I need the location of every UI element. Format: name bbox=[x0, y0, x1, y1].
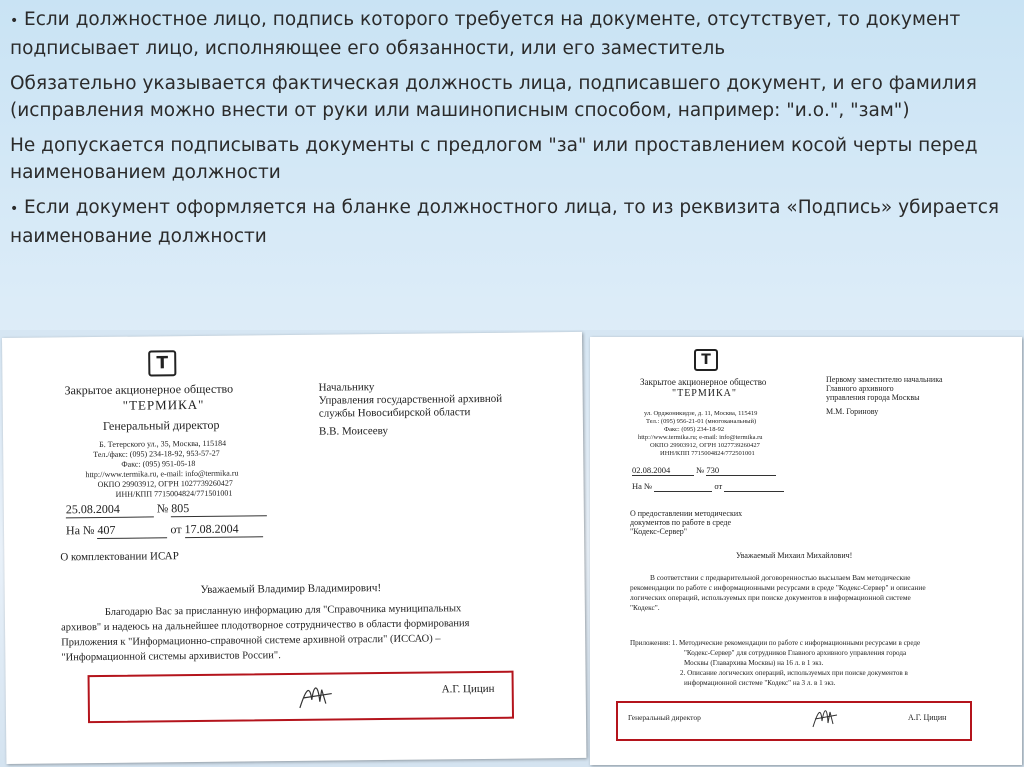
sender-position: Генеральный директор bbox=[102, 417, 220, 433]
org-brand: "ТЕРМИКА" bbox=[122, 396, 205, 413]
phone-line: Тел./факс: (095) 234-18-92, 953-57-27 bbox=[93, 448, 220, 460]
letter-greeting: Уважаемый Михаил Михайлович! bbox=[736, 551, 853, 560]
letter-body-line: Благодарю Вас за присланную информацию для "Справочника муниципальных bbox=[104, 603, 462, 618]
letter-body-line: Приложения к "Информационно-справочной системе архивной отрасли" (ИССАО) – bbox=[61, 633, 441, 649]
addressee-line: Первому заместителю начальника bbox=[826, 375, 943, 384]
bullet: • bbox=[10, 201, 19, 217]
signature-scribble bbox=[810, 703, 840, 731]
fax-line: Факс: (095) 951-05-18 bbox=[121, 458, 196, 469]
paragraph-2: Обязательно указывается фактическая должность лица, подписавшего документ, и его фамилия (исправления можно внести от руки или машинописным способом, например: "и.о.", "зам") bbox=[10, 73, 977, 121]
bullet: • bbox=[10, 13, 19, 29]
letter-body-line: логических операций, используемых при поиске документов в информационной системе bbox=[630, 593, 911, 602]
appendix-line: Москвы (Главархива Москвы) на 16 л. в 1 экз. bbox=[684, 659, 824, 667]
paragraph-1 bbox=[10, 6, 1010, 62]
num-label: № bbox=[156, 501, 169, 516]
letter-body-line: "Информационной системы архивистов России". bbox=[61, 650, 281, 664]
addressee-line: управления города Москвы bbox=[826, 393, 920, 402]
inn-line: ИНН/КПП 7715004824/772501001 bbox=[660, 450, 755, 457]
company-logo: T bbox=[694, 349, 718, 371]
letter-number: 730 bbox=[706, 465, 776, 476]
address-line: Б. Тетерского ул., 35, Москва, 115184 bbox=[99, 438, 227, 449]
letter-document-right bbox=[590, 337, 1022, 765]
addressee-line: Начальнику bbox=[318, 381, 375, 394]
addressee-name: В.В. Моисееву bbox=[318, 424, 388, 438]
org-name: Закрытое акционерное общество bbox=[640, 377, 767, 387]
ref-number: 407 bbox=[97, 522, 167, 539]
appendix-line: 2. Описание логических операций, используемых при поиске документов в bbox=[680, 669, 908, 677]
slide-text bbox=[10, 6, 1010, 258]
paragraph-4-text: Если документ оформляется на бланке должностного лица, то из реквизита «Подпись» убирается наименование должности bbox=[10, 197, 1000, 247]
reference-number: На № 407 от 17.08.2004 bbox=[66, 521, 263, 539]
paragraph-4 bbox=[10, 194, 1010, 250]
paragraph-1-text: Если должностное лицо, подпись которого требуется на документе, отсутствует, то документ подписывает лицо, исполняющее его обязанности, или его заместитель bbox=[10, 9, 961, 59]
letter-subject: документов по работе в среде bbox=[630, 518, 732, 527]
paragraph-3: Не допускается подписывать документы с предлогом "за" или проставлением косой черты перед наименованием должности bbox=[10, 135, 978, 183]
org-brand: "ТЕРМИКА" bbox=[672, 388, 737, 399]
signer-name: А.Г. Цицин bbox=[908, 713, 947, 722]
letter-subject: "Кодекс-Сервер" bbox=[630, 527, 688, 536]
phone-line: Тел.: (095) 956-21-01 (многоканальный) bbox=[646, 418, 757, 425]
addressee-line: Главного архивного bbox=[826, 384, 894, 393]
letter-date: 25.08.2004 bbox=[66, 501, 154, 518]
appendix-line: "Кодекс-Сервер" для сотрудников Главного архивного управления города bbox=[684, 649, 907, 657]
signer-position: Генеральный директор bbox=[628, 713, 701, 722]
letter-document-left bbox=[2, 332, 586, 764]
okpo-line: ОКПО 29903912, ОГРН 1027739260427 bbox=[650, 442, 760, 449]
outgoing-number: 02.08.2004 № 730 bbox=[632, 465, 776, 476]
appendix-line: Приложения: 1. Методические рекомендации по работе с информационными ресурсами в среде bbox=[630, 639, 921, 647]
addressee-line: службы Новосибирской области bbox=[318, 406, 471, 420]
letter-body-line: В соответствии с предварительной договоренностью высылаем Вам методические bbox=[650, 573, 911, 582]
addressee-name: М.М. Горинову bbox=[826, 407, 879, 416]
org-name: Закрытое акционерное общество bbox=[64, 381, 234, 398]
letter-date: 02.08.2004 bbox=[632, 465, 694, 476]
address-line: ул. Орджоникидзе, д. 11, Москва, 115419 bbox=[644, 410, 758, 417]
letter-subject: О предоставлении методических bbox=[630, 509, 743, 518]
web-line: http://www.termika.ru; e-mail: info@termika.ru bbox=[638, 434, 763, 441]
reference-number: На № от bbox=[632, 481, 784, 492]
signer-name: А.Г. Цицин bbox=[441, 682, 495, 696]
outgoing-number bbox=[66, 500, 268, 518]
addressee-line: Управления государственной архивной bbox=[318, 392, 503, 407]
company-logo: T bbox=[148, 350, 176, 376]
letter-body-line: архивов" и надеюсь на дальнейшее плодотворное сотрудничество в области формирования bbox=[60, 618, 470, 634]
letter-body-line: рекомендации по работе с информационными ресурсами в среде "Кодекс-Сервер" и описание bbox=[630, 583, 926, 592]
okpo-line: ОКПО 29903912, ОГРН 1027739260427 bbox=[97, 478, 233, 490]
letter-greeting: Уважаемый Владимир Владимирович! bbox=[200, 582, 382, 596]
letter-subject: О комплектовании ИСАР bbox=[60, 550, 179, 564]
letter-number: 805 bbox=[171, 500, 267, 517]
appendix-line: информационной системе "Кодекс" на 3 л. в 1 экз. bbox=[684, 679, 836, 687]
signature-scribble bbox=[296, 680, 336, 712]
fax-line: Факс: (095) 234-18-92 bbox=[664, 426, 725, 433]
inn-line: ИНН/КПП 7715004824/771501001 bbox=[115, 488, 233, 499]
letter-body-line: "Кодекс". bbox=[630, 603, 660, 612]
ref-date: 17.08.2004 bbox=[184, 521, 262, 538]
web-line: http://www.termika.ru, e-mail: info@termika.ru bbox=[85, 468, 239, 480]
